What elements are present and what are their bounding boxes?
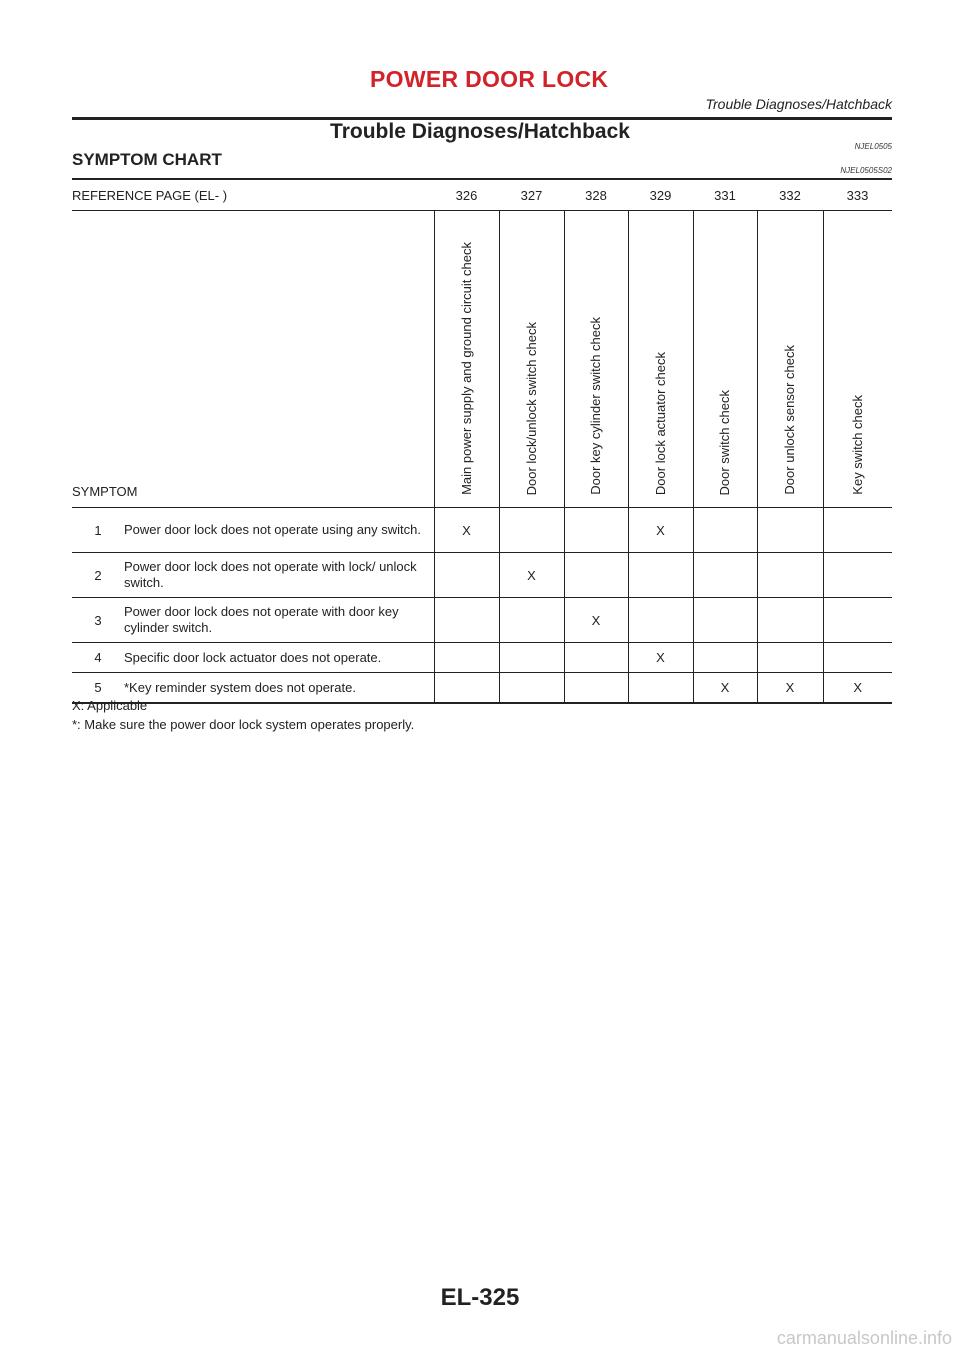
column-header-label: Door lock actuator check — [652, 351, 668, 495]
symptom-number: 1 — [72, 508, 124, 553]
mark-cell: X — [628, 643, 693, 673]
mark-cell: X — [823, 673, 892, 704]
mark-cell — [693, 643, 757, 673]
mark-cell — [564, 643, 628, 673]
mark-cell — [564, 673, 628, 704]
ref-page-cell: 332 — [757, 179, 823, 211]
table-row — [72, 673, 892, 704]
symptom-description: *Key reminder system does not operate. — [124, 673, 434, 704]
symptom-description: Power door lock does not operate using any switch. — [124, 508, 434, 553]
watermark: carmanualsonline.info — [776, 1328, 952, 1348]
ref-page-cell: 331 — [693, 179, 757, 211]
ref-page-cell: 327 — [499, 179, 564, 211]
mark-cell — [434, 598, 499, 643]
symptom-number: 4 — [72, 643, 124, 673]
page-number: EL-325 — [440, 1284, 520, 1311]
reference-page-row — [72, 179, 892, 211]
mark-cell: X — [434, 508, 499, 553]
asterisk-note: *: Make sure the power door lock system operates properly. — [72, 717, 415, 732]
mark-cell — [823, 643, 892, 673]
mark-cell — [823, 508, 892, 553]
mark-cell — [434, 673, 499, 704]
mark-cell — [823, 598, 892, 643]
column-header — [499, 211, 564, 508]
symptom-number: 2 — [72, 553, 124, 598]
column-header — [823, 211, 892, 508]
section-code: NJEL0505 — [854, 142, 892, 151]
column-header-label: Door switch check — [717, 389, 732, 495]
mark-cell — [434, 643, 499, 673]
ref-page-cell: 329 — [628, 179, 693, 211]
column-header — [564, 211, 628, 508]
applicable-note: X: Applicable — [72, 698, 148, 713]
mark-cell — [628, 598, 693, 643]
mark-cell — [757, 508, 823, 553]
mark-cell — [434, 553, 499, 598]
column-header-label: Door key cylinder switch check — [588, 317, 603, 495]
column-header — [693, 211, 757, 508]
table-row — [72, 598, 892, 643]
mark-cell — [628, 553, 693, 598]
chart-code: NJEL0505S02 — [840, 166, 892, 175]
column-header-label: Main power supply and ground circuit check — [458, 242, 474, 495]
mark-cell — [564, 553, 628, 598]
chapter-title: POWER DOOR LOCK — [370, 66, 609, 92]
section-title: Trouble Diagnoses/Hatchback — [330, 120, 630, 143]
table-row — [72, 643, 892, 673]
ref-page-cell: 328 — [564, 179, 628, 211]
column-header — [434, 211, 499, 508]
symptom-chart-title: SYMPTOM CHART — [72, 150, 222, 169]
mark-cell — [499, 643, 564, 673]
mark-cell — [499, 508, 564, 553]
reference-page-label: REFERENCE PAGE (EL- ) — [72, 179, 434, 211]
mark-cell — [757, 643, 823, 673]
mark-cell — [564, 508, 628, 553]
symptom-description: Power door lock does not operate with lock/ unlock switch. — [124, 553, 434, 598]
mark-cell — [823, 553, 892, 598]
mark-cell: X — [757, 673, 823, 704]
symptom-number: 5 — [72, 673, 124, 704]
table-row — [72, 508, 892, 553]
mark-cell — [693, 553, 757, 598]
symptom-description: Power door lock does not operate with door key cylinder switch. — [124, 598, 434, 643]
column-header-label: Door lock/unlock switch check — [523, 321, 539, 495]
symptom-chart-table — [72, 178, 892, 704]
mark-cell — [499, 673, 564, 704]
ref-page-cell: 326 — [434, 179, 499, 211]
mark-cell: X — [628, 508, 693, 553]
column-header-label: Key switch check — [849, 395, 865, 495]
symptom-description: Specific door lock actuator does not operate. — [124, 643, 434, 673]
column-header-label: Door unlock sensor check — [782, 345, 797, 495]
mark-cell — [757, 598, 823, 643]
table-row — [72, 553, 892, 598]
column-header — [628, 211, 693, 508]
mark-cell — [499, 598, 564, 643]
mark-cell — [628, 673, 693, 704]
ref-page-cell: 333 — [823, 179, 892, 211]
mark-cell: X — [499, 553, 564, 598]
mark-cell: X — [693, 673, 757, 704]
column-header-row — [72, 211, 892, 508]
mark-cell — [693, 508, 757, 553]
mark-cell — [757, 553, 823, 598]
symptom-column-label: SYMPTOM — [72, 211, 434, 508]
symptom-number: 3 — [72, 598, 124, 643]
mark-cell: X — [564, 598, 628, 643]
chapter-subtitle: Trouble Diagnoses/Hatchback — [705, 96, 892, 112]
mark-cell — [693, 598, 757, 643]
column-header — [757, 211, 823, 508]
